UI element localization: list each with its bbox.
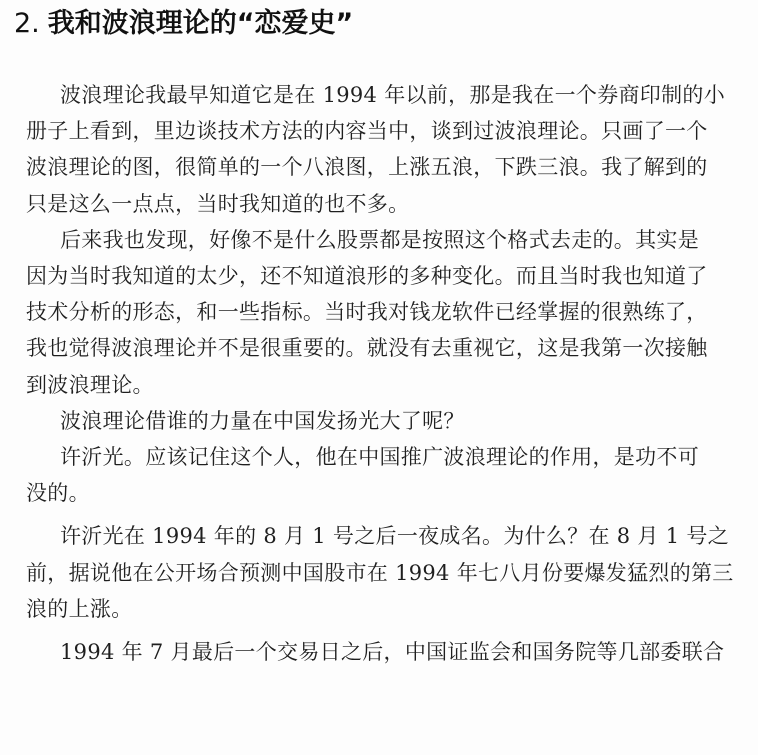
paragraph-line: 波浪理论的图，很简单的一个八浪图，上涨五浪，下跌三浪。我了解到的 [26,155,708,180]
paragraph-line: 技术分析的形态，和一些指标。当时我对钱龙软件已经掌握的很熟练了， [26,300,708,325]
paragraph-line: 没的。 [26,481,90,506]
paragraph-line: 因为当时我知道的太少，还不知道浪形的多种变化。而且当时我也知道了 [26,264,708,289]
paragraph-line: 浪的上涨。 [26,596,133,621]
paragraph-line: 册子上看到，里边谈技术方法的内容当中，谈到过波浪理论。只画了一个 [26,119,708,144]
paragraph-line: 前，据说他在公开场合预测中国股市在 1994 年七八月份要爆发猛烈的第三 [26,560,734,585]
paragraph-line: 到波浪理论。 [26,372,154,397]
paragraph-line: 波浪理论我最早知道它是在 1994 年以前，那是我在一个券商印制的小 [60,83,725,107]
paragraph-line: 我也觉得波浪理论并不是很重要的。就没有去重视它，这是我第一次接触 [26,336,708,361]
section-title: 我和波浪理论的“恋爱史” [47,8,354,39]
paragraph-line: 后来我也发现，好像不是什么股票都是按照这个格式去走的。其实是 [60,227,699,252]
paragraph-line: 许沂光。应该记住这个人，他在中国推广波浪理论的作用，是功不可 [60,445,699,470]
paragraph-line: 波浪理论借谁的力量在中国发扬光大了呢？ [60,408,465,433]
section-heading [14,4,353,44]
paragraph-line: 1994 年 7 月最后一个交易日之后，中国证监会和国务院等几部委联合 [60,640,725,665]
paragraph-line: 只是这么一点点，当时我知道的也不多。 [26,191,410,216]
paragraph-line: 许沂光在 1994 年的 8 月 1 号之后一夜成名。为什么？在 8 月 1 号之 [60,524,729,549]
body-text [26,77,738,670]
section-number: 2. [14,8,40,39]
